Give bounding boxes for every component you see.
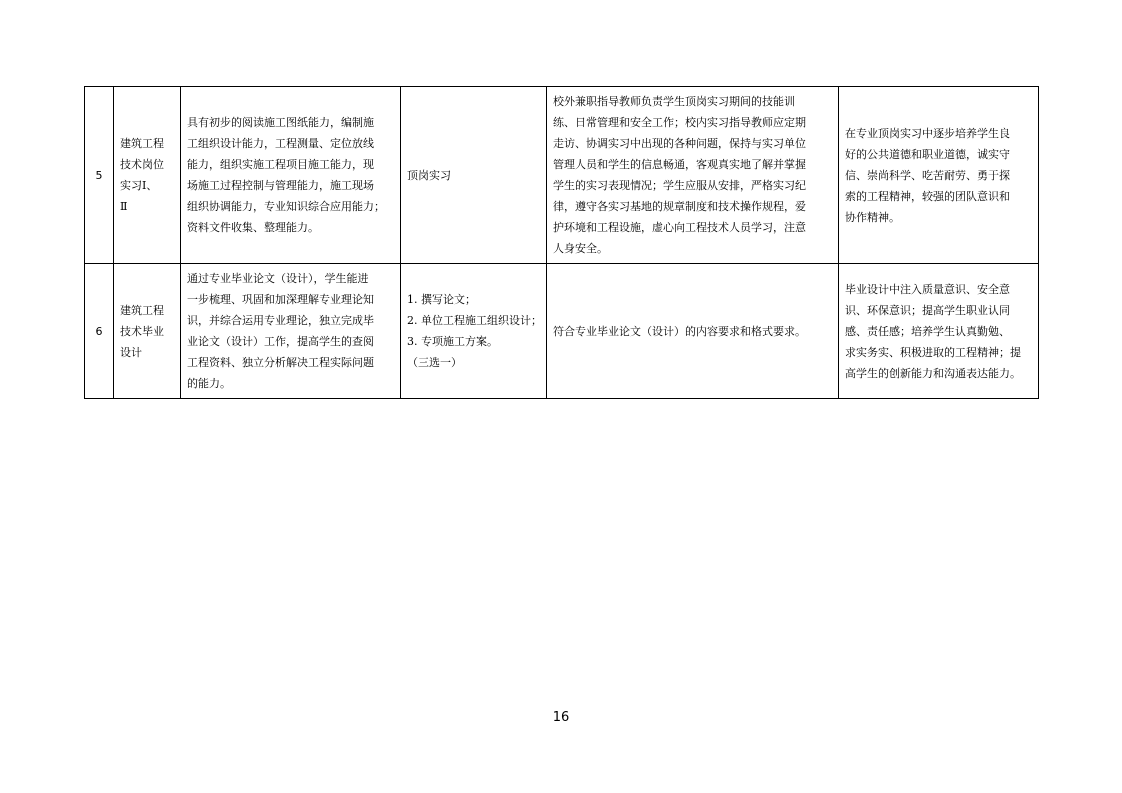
course-name-line: 技术毕业 [120,324,164,338]
requirement-cell [547,264,839,399]
course-name-line: 建筑工程 [120,303,164,317]
requirement-line: 人身安全。 [553,242,608,255]
course-name-cell [114,87,181,264]
requirement-line: 护环境和工程设施，虚心向工程技术人员学习，注意 [553,221,806,234]
page-number: 16 [552,710,570,725]
table-row [85,87,1039,264]
ideology-cell [839,87,1039,264]
requirement-line: 管理人员和学生的信息畅通，客观真实地了解并掌握 [553,158,806,171]
ability-line: 组织协调能力，专业知识综合应用能力； [187,200,385,213]
ability-line: 场施工过程控制与管理能力，施工现场 [187,179,374,192]
ideology-line: 信、崇尚科学、吃苦耐劳、勇于探 [845,168,1010,182]
ability-line: 通过专业毕业论文（设计），学生能进 [187,272,369,285]
course-name-cell [114,264,181,399]
ideology-line: 索的工程精神，较强的团队意识和 [845,189,1010,203]
content-line: 3. 专项施工方案。 [407,335,498,348]
requirement-line: 走访、协调实习中出现的各种问题，保持与实习单位 [553,137,806,150]
ideology-line: 协作精神。 [845,210,900,224]
content-line: 1. 撰写论文； [407,293,476,306]
ability-line: 业论文（设计）工作，提高学生的查阅 [187,335,374,348]
course-name-line: 建筑工程 [120,137,164,150]
ability-line: 工程资料、独立分析解决工程实际问题 [187,356,374,369]
ability-line: 一步梳理、巩固和加深理解专业理论知 [187,293,374,306]
requirement-line: 练、日常管理和安全工作；校内实习指导教师应定期 [553,116,806,129]
course-name-line: 设计 [120,345,142,359]
content-line: （三选一） [407,356,462,369]
course-table [84,86,1039,399]
ideology-cell [839,264,1039,399]
ideology-line: 求实务实、积极进取的工程精神；提 [845,345,1021,359]
course-name-line: 技术岗位 [120,158,164,171]
ability-cell [181,264,401,399]
ability-cell [181,87,401,264]
ability-line: 的能力。 [187,377,231,390]
row-number: 5 [85,87,114,264]
course-name-line: 实习Ⅰ、 [120,179,158,192]
content-line: 2. 单位工程施工组织设计； [407,314,542,327]
ideology-line: 在专业顶岗实习中逐步培养学生良 [845,126,1010,140]
ideology-line: 感、责任感；培养学生认真勤勉、 [845,324,1010,338]
ideology-line: 识、环保意识；提高学生职业认同 [845,303,1010,317]
requirement-line: 校外兼职指导教师负责学生顶岗实习期间的技能训 [553,95,795,108]
ideology-line: 好的公共道德和职业道德，诚实守 [845,147,1010,161]
ability-line: 资料文件收集、整理能力。 [187,221,319,234]
requirement-line: 符合专业毕业论文（设计）的内容要求和格式要求。 [553,324,806,338]
row-number: 6 [85,264,114,399]
ability-line: 工组织设计能力，工程测量、定位放线 [187,137,374,150]
ability-line: 能力，组织实施工程项目施工能力，现 [187,158,374,171]
ability-line: 识，并综合运用专业理论，独立完成毕 [187,314,374,327]
ability-line: 具有初步的阅读施工图纸能力，编制施 [187,116,374,129]
table-row [85,264,1039,399]
content-line: 顶岗实习 [407,168,451,182]
content-cell [401,264,547,399]
content-cell [401,87,547,264]
requirement-line: 学生的实习表现情况；学生应服从安排，严格实习纪 [553,179,806,192]
requirement-cell [547,87,839,264]
ideology-line: 高学生的创新能力和沟通表达能力。 [845,366,1021,380]
course-name-line: Ⅱ [120,200,128,213]
requirement-line: 律，遵守各实习基地的规章制度和技术操作规程，爱 [553,200,806,213]
ideology-line: 毕业设计中注入质量意识、安全意 [845,282,1010,296]
